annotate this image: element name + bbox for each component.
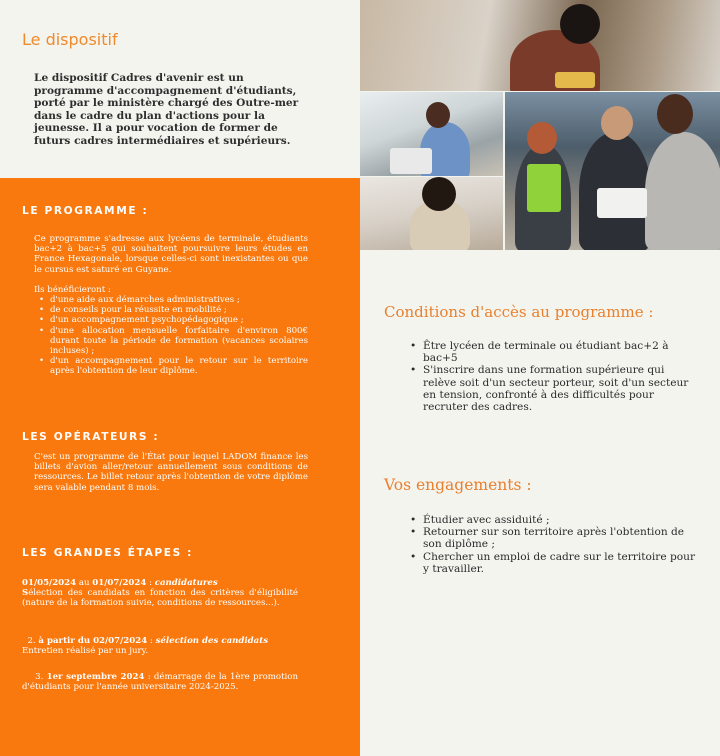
step1-date-to: 01/07/2024: [92, 578, 147, 588]
benefits-intro: Ils bénéficieront :: [34, 284, 111, 295]
head-shape: [422, 177, 456, 211]
list-item: • de conseils pour la réussite en mobilité ;: [34, 305, 308, 315]
operateurs-heading: LES OPÉRATEURS :: [22, 431, 160, 443]
conditions-list: [408, 340, 698, 413]
list-item: • d'une aide aux démarches administratives ;: [34, 295, 308, 305]
photo-collage: [360, 0, 720, 250]
list-item: • Être lycéen de terminale ou étudiant bac+2 à bac+5: [408, 340, 698, 364]
dispositif-title: Le dispositif: [22, 30, 118, 49]
student-reading-photo: [360, 0, 720, 91]
dispositif-text: Le dispositif Cadres d'avenir est un programme d'accompagnement d'étudiants, porté par le ministère chargé des Outre-mer dans le cadre du plan d'actions pour la jeunesse. Il a pour vocation de former de futurs cadres intermédiaires et supérieurs.: [34, 72, 299, 147]
programme-heading: LE PROGRAMME :: [22, 205, 149, 217]
students-group-photo: [505, 92, 720, 250]
orange-panel: [0, 178, 360, 756]
programme-intro: Ce programme s'adresse aux lycéens de terminale, étudiants bac+2 à bac+5 qui souhaitent poursuivre leurs études en France Hexagonale, lorsque celles-ci sont inexistantes ou que le cursus est saturé en Guyane.: [34, 234, 308, 275]
step3-date: 1er septembre 2024: [46, 672, 145, 682]
list-item: • Étudier avec assiduité ;: [408, 514, 698, 526]
step1-text: élection des candidats en fonction des critères d'éligibilité (nature de la formation suivie, conditions de ressources...).: [22, 588, 298, 609]
head-shape: [426, 102, 450, 128]
paper-shape: [597, 188, 647, 218]
list-item: • d'un accompagnement psychopédagogique ;: [34, 315, 308, 325]
book-shape: [555, 72, 595, 88]
person-shape: [645, 132, 720, 250]
head-shape: [560, 4, 600, 44]
benefits-list: [34, 295, 308, 377]
list-item: • d'une allocation mensuelle forfaitaire d'environ 800€ durant toute la période de formation (vacances scolaires incluses) ;: [34, 326, 308, 357]
step-1: [22, 578, 298, 609]
engagements-title: Vos engagements :: [384, 476, 532, 494]
head-shape: [601, 106, 633, 140]
step2-sep: :: [147, 636, 156, 646]
list-item: • d'un accompagnement pour le retour sur le territoire après l'obtention de leur diplôme.: [34, 356, 308, 376]
engagements-list: [408, 514, 698, 575]
step1-label: candidatures: [154, 578, 218, 588]
step1-first-letter: S: [22, 588, 29, 599]
step-2: [22, 636, 298, 656]
folder-shape: [527, 164, 561, 212]
operateurs-text: C'est un programme de l'État pour lequel LADOM finance les billets d'avion aller/retour annuellement sous conditions de ressources. Le billet retour après l'obtention de votre diplôme sera valable pendant 8 mois.: [34, 452, 308, 493]
step2-text: Entretien réalisé par un jury.: [22, 646, 149, 657]
step3-number: 3.: [35, 672, 44, 682]
etapes-heading: LES GRANDES ÉTAPES :: [22, 547, 193, 559]
step2-number: 2.: [27, 636, 36, 646]
head-shape: [657, 94, 693, 134]
conditions-title: Conditions d'accès au programme :: [384, 303, 654, 321]
step2-date: à partir du 02/07/2024: [38, 636, 148, 646]
step1-connector: au: [76, 578, 93, 588]
step1-date-from: 01/05/2024: [22, 578, 77, 588]
laptop-shape: [390, 148, 432, 174]
step3-text: : démarrage de la 1ère promotion d'étudiants pour l'année universitaire 2024-2025.: [22, 672, 299, 693]
step-3: [22, 672, 298, 692]
dispositif-section: [0, 0, 360, 178]
programme-text: [34, 234, 308, 377]
list-item: • Retourner sur son territoire après l'obtention de son diplôme ;: [408, 526, 698, 550]
step2-label: sélection des candidats: [155, 636, 269, 646]
student-sofa-photo: [360, 177, 503, 250]
list-item: • Chercher un emploi de cadre sur le territoire pour y travailler.: [408, 551, 698, 575]
list-item: • S'inscrire dans une formation supérieure qui relève soit d'un secteur porteur, soit d'un secteur en tension, confronté à des difficultés pour recruter des cadres.: [408, 364, 698, 413]
step1-sep: :: [146, 578, 155, 588]
student-laptop-photo: [360, 92, 503, 176]
head-shape: [527, 122, 557, 154]
